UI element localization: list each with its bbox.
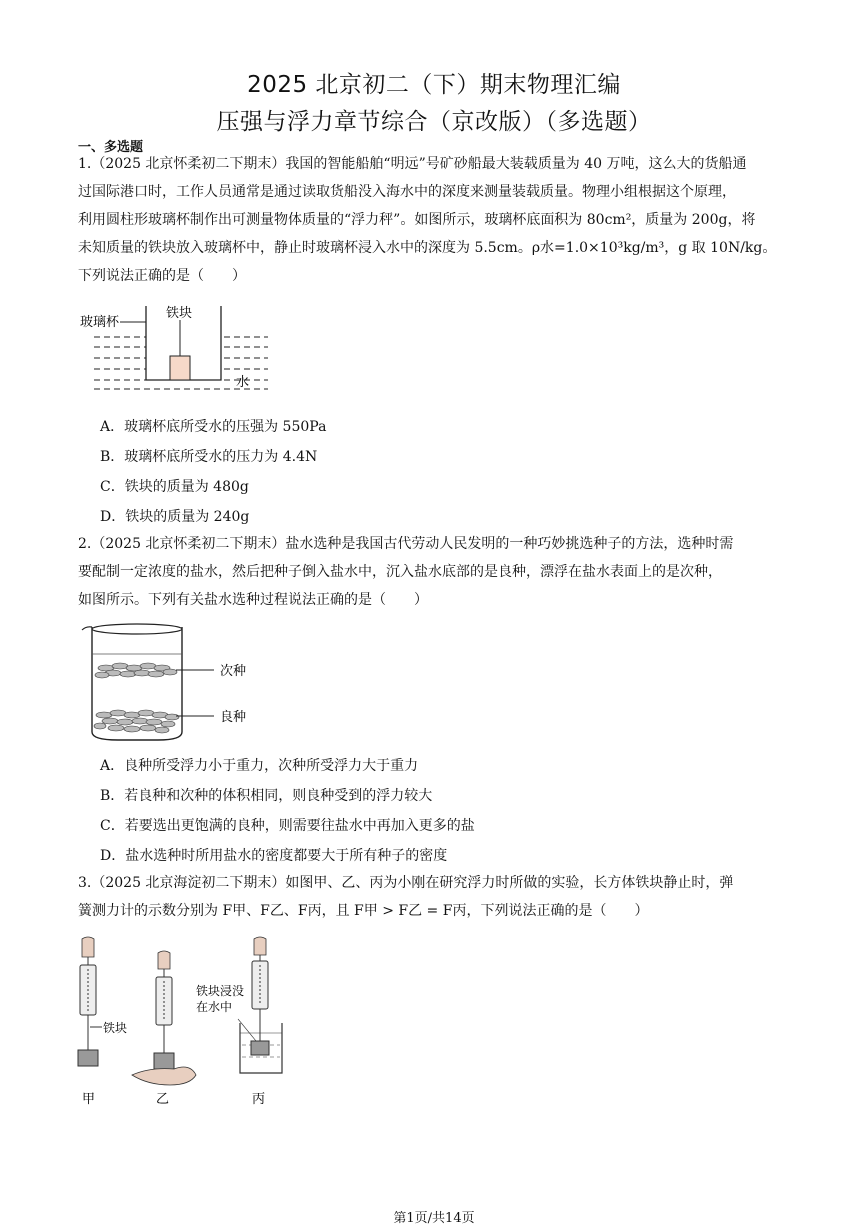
- label-immersed-line1: 铁块浸没: [196, 984, 245, 998]
- question-3-text: [78, 869, 794, 925]
- caption-bing: 丙: [252, 1092, 266, 1107]
- label-iron-block: 铁块: [166, 306, 193, 321]
- question-1-line: 利用圆柱形玻璃杯制作出可测量物体质量的“浮力秤”。如图所示，玻璃杯底面积为 80cm²，质量为 200g，将: [78, 212, 756, 228]
- question-2-line: 要配制一定浓度的盐水，然后把种子倒入盐水中，沉入盐水底部的是良种，漂浮在盐水表面上的是次种，: [78, 564, 722, 580]
- q2-option-d: D．盐水选种时所用盐水的密度都要大于所有种子的密度: [100, 848, 448, 864]
- question-3-line: 3.（2025 北京海淀初二下期末）如图甲、乙、丙为小刚在研究浮力时所做的实验，长方体铁块静止时，弹: [78, 875, 734, 891]
- question-2-line: 2.（2025 北京怀柔初二下期末）盐水选种是我国古代劳动人民发明的一种巧妙挑选种子的方法，选种时需: [78, 536, 734, 552]
- q1-option-c: C．铁块的质量为 480g: [100, 479, 249, 495]
- label-water: 水: [236, 375, 250, 390]
- question-2-figure: [78, 620, 268, 744]
- document-subtitle: 压强与浮力章节综合（京改版）（多选题）: [216, 109, 652, 135]
- question-1-text: [78, 150, 794, 290]
- iron-block-1: [78, 1050, 98, 1066]
- spring-scale-1: [78, 937, 102, 1066]
- floating-seeds: [95, 663, 177, 678]
- question-1-line: 过国际港口时，工作人员通常是通过读取货船没入海水中的深度来测量装载质量。物理小组根据这个原理，: [78, 184, 736, 200]
- label-immersed-line2: 在水中: [196, 1000, 233, 1014]
- question-1-line: 1.（2025 北京怀柔初二下期末）我国的智能船舶“明远”号矿砂船最大装载质量为 40 万吨，这么大的货船通: [78, 156, 747, 172]
- label-inferior-seed: 次种: [220, 664, 247, 679]
- question-3-line: 簧测力计的示数分别为 F甲、F乙、F丙，且 F甲 > F乙 = F丙，下列说法正确的是（ ）: [78, 903, 649, 919]
- label-good-seed: 良种: [220, 710, 247, 725]
- q2-option-c: C．若要选出更饱满的良种，则需要往盐水中再加入更多的盐: [100, 818, 475, 834]
- q1-option-a: A．玻璃杯底所受水的压强为 550Pa: [100, 419, 327, 435]
- document-title: 2025 北京初二（下）期末物理汇编: [247, 72, 621, 98]
- question-2-text: [78, 530, 794, 614]
- spring-scale-2: [132, 951, 196, 1085]
- section-heading: 一、多选题: [78, 140, 144, 155]
- caption-jia: 甲: [82, 1092, 96, 1107]
- label-iron-block-3: 铁块: [103, 1021, 128, 1035]
- question-1-line: 未知质量的铁块放入玻璃杯中，静止时玻璃杯浸入水中的深度为 5.5cm。ρ水=1.0×10³kg/m³，g 取 10N/kg。: [78, 240, 777, 256]
- question-3-figure: [70, 935, 310, 1115]
- question-2-line: 如图所示。下列有关盐水选种过程说法正确的是（ ）: [78, 592, 428, 608]
- q2-option-a: A．良种所受浮力小于重力，次种所受浮力大于重力: [100, 758, 419, 774]
- spring-scale-3: [238, 937, 282, 1073]
- question-1-figure: [78, 300, 278, 396]
- iron-block-3: [251, 1041, 269, 1055]
- iron-block-2: [154, 1053, 174, 1069]
- label-glass-cup: 玻璃杯: [80, 315, 120, 330]
- q2-option-b: B．若良种和次种的体积相同，则良种受到的浮力较大: [100, 788, 433, 804]
- page-number: 第1页/共14页: [393, 1211, 475, 1226]
- caption-yi: 乙: [156, 1092, 170, 1107]
- sunken-seeds: [94, 710, 179, 733]
- question-1-line: 下列说法正确的是（ ）: [78, 268, 246, 284]
- iron-block: [170, 356, 190, 380]
- hand-icon: [132, 1067, 196, 1085]
- q1-option-b: B．玻璃杯底所受水的压力为 4.4N: [100, 449, 318, 465]
- q1-option-d: D．铁块的质量为 240g: [100, 509, 250, 525]
